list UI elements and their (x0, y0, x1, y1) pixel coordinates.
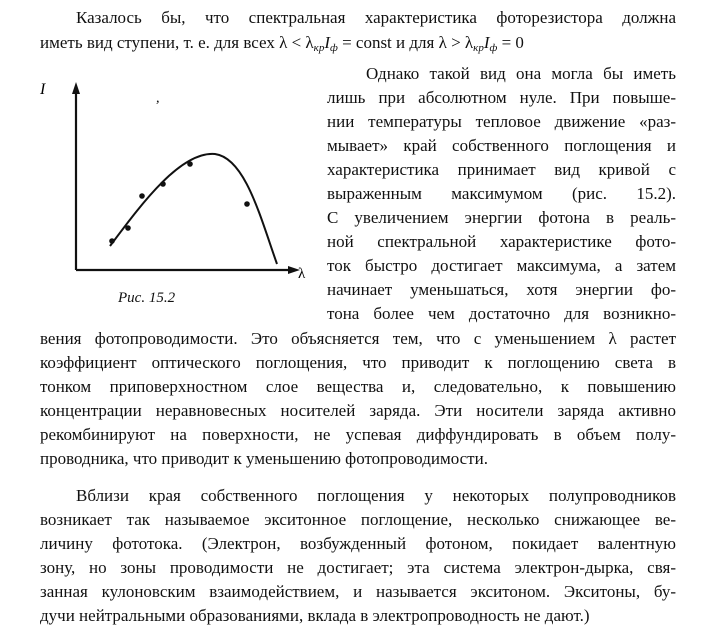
stray-mark: , (156, 91, 160, 106)
photocurrent-curve (110, 154, 277, 264)
paragraph-line: ток быстро достигает максимума, а затем (327, 256, 676, 275)
formula-text: = 0 (497, 33, 524, 52)
figure-caption: Рис. 15.2 (118, 290, 176, 306)
paragraph-line: лишь при абсолютном нуле. При повыше- (327, 88, 676, 107)
paragraph-line: тона более чем достаточно для возникно- (327, 304, 676, 323)
paragraph-line: Казалось бы, что спектральная характеристика фоторезистора должна (76, 8, 676, 27)
subscript: кр (313, 42, 325, 54)
data-point (109, 238, 115, 244)
paragraph-line: нии температуры тепловое движение «раз- (327, 112, 676, 131)
x-axis-label: λ (298, 266, 306, 282)
subscript: кр (473, 42, 484, 54)
paragraph-line: начинает уменьшаться, хотя энергии фо- (327, 280, 676, 299)
paragraph-line: дучи нейтральными образованиями, вклада в электропроводность не дают.) (40, 606, 590, 625)
paragraph-line: Однако такой вид она могла бы иметь (366, 64, 676, 83)
subscript: ф (489, 42, 498, 54)
paragraph-line: коэффициент оптического поглощения, что приводит к поглощению света в (40, 353, 676, 372)
paragraph-line: концентрации неравновесных носителей заряда. Эти носители заряда активно (40, 401, 676, 420)
paragraph-line: С увеличением энергии фотона в реаль- (327, 208, 676, 227)
data-point (139, 193, 145, 199)
paragraph-line: возникает так называемое экситонное поглощение, несколько снижающее ве- (40, 510, 676, 529)
paragraph-line: вения фотопроводимости. Это объясняется тем, что с уменьшением λ растет (40, 329, 676, 348)
paragraph-line: личину фототока. (Электрон, возбужденный фотоном, покидает валентную (40, 534, 676, 553)
data-point (125, 225, 131, 231)
formula-line (40, 31, 524, 55)
paragraph-line: рекомбинируют на поверхности, не успевая диффундировать в объем полу- (40, 425, 676, 444)
paragraph-line: характеристика принимает вид кривой с (327, 160, 676, 179)
data-point (187, 161, 193, 167)
paragraph-line: проводника, что приводит к уменьшению фотопроводимости. (40, 449, 488, 468)
paragraph-line: занная кулоновским взаимодействием, и называется экситоном. Экситоны, бу- (40, 582, 676, 601)
paragraph-line: выраженным максимумом (рис. 15.2). (327, 184, 676, 203)
y-axis-label: I (40, 81, 46, 98)
paragraph-line: ной спектральной характеристике фото- (327, 232, 676, 251)
paragraph-line: Вблизи края собственного поглощения у некоторых полупроводников (76, 486, 676, 505)
y-axis-arrow (72, 82, 80, 94)
data-point (160, 181, 166, 187)
formula-text: иметь вид ступени, т. е. для всех λ < λ (40, 33, 314, 52)
paragraph-line: мывает» край собственного поглощения и (327, 136, 676, 155)
paragraph-line: зону, но зоны проводимости не достигает; эта система электрон-дырка, свя- (40, 558, 676, 577)
paragraph-line: тонком приповерхностном слое вещества и, следовательно, к повышению (40, 377, 676, 396)
current-symbol: I (483, 33, 490, 52)
formula-text: = const и для λ > λ (337, 33, 474, 52)
spectral-characteristic-figure (30, 76, 320, 316)
current-symbol: I (324, 33, 330, 52)
data-point (244, 201, 250, 207)
subscript: ф (330, 42, 338, 54)
